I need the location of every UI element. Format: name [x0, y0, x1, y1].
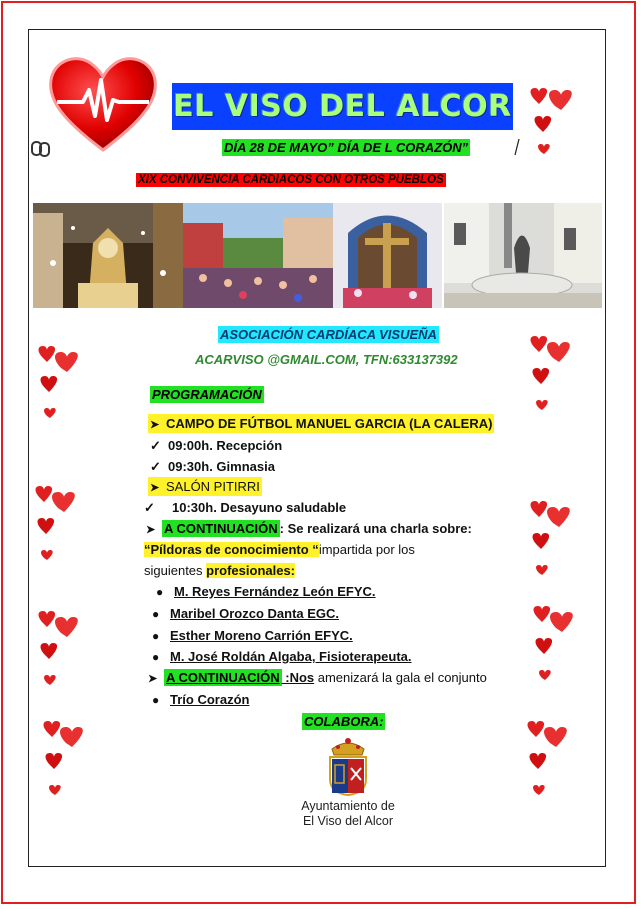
arrow-bullet-icon: ➤ — [150, 419, 160, 431]
speaker-item: ● Esther Moreno Carrión EFYC. — [152, 628, 353, 643]
cross-altar-photo — [333, 203, 442, 308]
heart-icon — [33, 340, 81, 430]
speaker-item: ● Maribel Orozco Danta EGC. — [152, 606, 340, 621]
heart-icon — [528, 600, 576, 690]
speaker-item: ● M. José Roldán Algaba, Fisioterapeuta. — [152, 649, 412, 664]
convivencia-heading: XIX CONVIVENCIA CARDIACOS CON OTROS PUEBLOS — [138, 174, 444, 186]
ayuntamiento-label: Ayuntamiento de El Viso del Alcor — [301, 799, 395, 828]
page-title: EL VISO DEL ALCOR — [173, 89, 512, 124]
venue-1-line — [148, 416, 494, 431]
programacion-heading: PROGRAMACIÓN — [152, 387, 262, 402]
heart-icon — [525, 495, 573, 585]
heart-icon — [525, 330, 573, 420]
crest-icon — [320, 735, 376, 797]
checkmark-icon: ✓ — [144, 500, 155, 515]
text-cursor-icon — [514, 138, 520, 156]
event-date: DÍA 28 DE MAYO” DÍA DE L CORAZÓN” — [224, 140, 469, 155]
heart-icon — [525, 80, 573, 165]
continuacion-line: ➤ A CONTINUACIÓN : Se realizará una charla sobre: — [146, 521, 472, 536]
heart-icon — [33, 605, 81, 695]
heart-pulse-icon — [43, 50, 163, 155]
arrow-bullet-icon: ➤ — [150, 482, 160, 494]
plaza-statue-photo — [444, 203, 602, 308]
venue-2: SALÓN PITIRRI — [166, 479, 260, 494]
title-banner — [172, 83, 513, 130]
arrow-bullet-icon: ➤ — [146, 524, 156, 536]
pildoras-line: “Píldoras de conocimiento “impartida por los — [144, 542, 415, 557]
trio-item: ● Trío Corazón — [152, 692, 250, 707]
venue-1: CAMPO DE FÚTBOL MANUEL GARCIA (LA CALERA) — [166, 416, 493, 431]
list-item: ✓ 09:30h. Gimnasia — [150, 459, 275, 474]
heart-icon — [30, 480, 78, 570]
list-item: ✓ 10:30h. Desayuno saludable — [144, 500, 347, 515]
contact-info: ACARVISO @GMAIL.COM, TFN:633137392 — [195, 352, 458, 367]
venue-2-line — [148, 479, 262, 494]
bullet-icon: ● — [152, 607, 160, 621]
heart-icon — [38, 715, 86, 805]
crowd-photo — [183, 203, 333, 308]
checkmark-icon: ✓ — [150, 459, 161, 474]
heart-icon — [522, 715, 570, 805]
bullet-icon: ● — [152, 650, 160, 664]
bullet-icon: ● — [152, 629, 160, 643]
profesionales-line: siguientes profesionales: — [144, 563, 296, 578]
procession-photo — [33, 203, 183, 308]
bullet-icon: ● — [156, 585, 164, 599]
arrow-bullet-icon: ➤ — [148, 673, 158, 685]
colabora-heading: COLABORA: — [304, 714, 384, 729]
speaker-item: ● M. Reyes Fernández León EFYC. — [156, 584, 376, 599]
checkmark-icon: ✓ — [150, 438, 161, 453]
list-item: ✓ 09:00h. Recepción — [150, 438, 283, 453]
association-name: ASOCIACIÓN CARDÍACA VISUEÑA — [220, 327, 437, 342]
continuacion-2-line: ➤ A CONTINUACIÓN :Nos amenizará la gala el conjunto — [148, 670, 487, 685]
bullet-icon: ● — [152, 693, 160, 707]
